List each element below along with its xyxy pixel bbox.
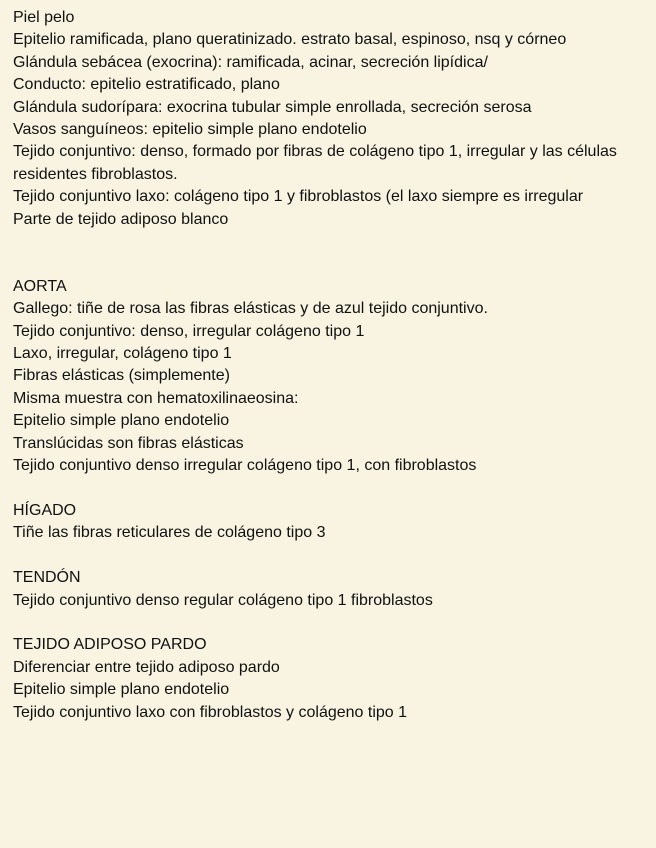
note-line: Glándula sebácea (exocrina): ramificada, acinar, secreción lipídica/ (13, 53, 488, 71)
blank-space (13, 612, 643, 634)
section-tendon (13, 567, 643, 612)
note-line: Epitelio simple plano endotelio (13, 412, 230, 430)
section-aorta (13, 276, 643, 478)
note-body[interactable] (13, 7, 643, 724)
section-higado (13, 500, 643, 545)
section-tejido-adiposo-pardo (13, 634, 643, 724)
note-line: Tejido conjuntivo: denso, formado por fibras de colágeno tipo 1, irregular y las células residentes fibroblastos. (13, 143, 617, 183)
section-heading: HÍGADO (13, 501, 77, 519)
note-line: Tejido conjuntivo laxo con fibroblastos y colágeno tipo 1 (13, 703, 408, 721)
note-line: Glándula sudorípara: exocrina tubular simple enrollada, secreción serosa (13, 98, 532, 116)
note-line: Epitelio simple plano endotelio (13, 681, 230, 699)
note-line: Fibras elásticas (simplemente) (13, 367, 230, 385)
note-line: Translúcidas son fibras elásticas (13, 434, 244, 452)
note-line: Misma muestra con hematoxilinaeosina: (13, 389, 299, 407)
note-line: Diferenciar entre tejido adiposo pardo (13, 658, 280, 676)
blank-space (13, 231, 643, 276)
section-heading: AORTA (13, 277, 67, 295)
note-line: Tejido conjuntivo denso regular colágeno tipo 1 fibroblastos (13, 591, 433, 609)
note-line: Epitelio ramificada, plano queratinizado. estrato basal, espinoso, nsq y córneo (13, 31, 567, 49)
section-piel-pelo (13, 7, 643, 231)
section-heading: TENDÓN (13, 569, 81, 587)
blank-space (13, 545, 643, 567)
blank-space (13, 478, 643, 500)
note-line: Tejido conjuntivo denso irregular colágeno tipo 1, con fibroblastos (13, 457, 477, 475)
note-line: Tiñe las fibras reticulares de colágeno tipo 3 (13, 524, 326, 542)
section-heading: TEJIDO ADIPOSO PARDO (13, 636, 207, 654)
note-line: Tejido conjuntivo: denso, irregular colágeno tipo 1 (13, 322, 365, 340)
note-line: Laxo, irregular, colágeno tipo 1 (13, 345, 232, 363)
note-line: Tejido conjuntivo laxo: colágeno tipo 1 y fibroblastos (el laxo siempre es irregular (13, 188, 584, 206)
note-line: Gallego: tiñe de rosa las fibras elásticas y de azul tejido conjuntivo. (13, 300, 488, 318)
section-heading: Piel pelo (13, 9, 75, 26)
note-line: Vasos sanguíneos: epitelio simple plano endotelio (13, 121, 367, 139)
note-line: Parte de tejido adiposo blanco (13, 210, 229, 228)
note-line: Conducto: epitelio estratificado, plano (13, 76, 280, 94)
